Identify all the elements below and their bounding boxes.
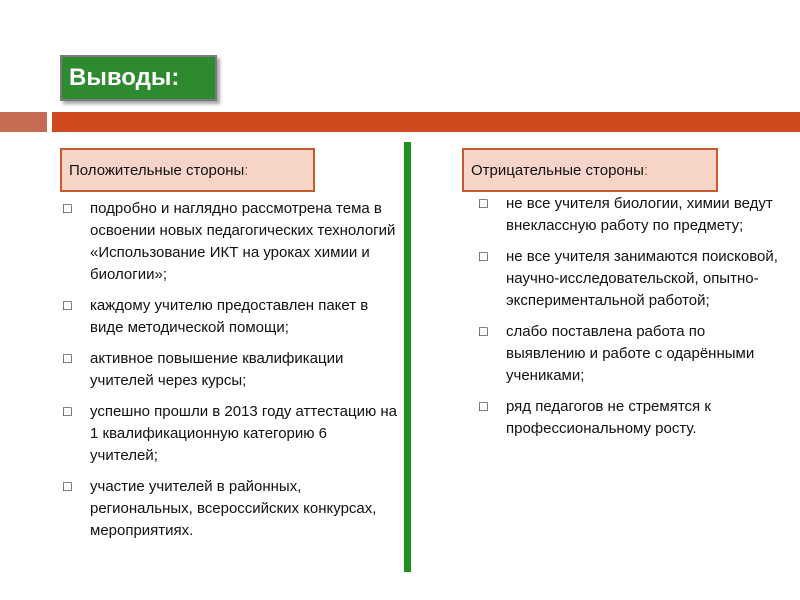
list-item-text: каждому учителю предоставлен пакет в виде методической помощи; xyxy=(90,297,369,336)
list-item xyxy=(62,401,397,467)
checkbox-bullet-icon: ☐ xyxy=(62,299,73,313)
negative-list xyxy=(478,193,778,449)
list-item-text: ряд педагогов не стремятся к профессиональному росту. xyxy=(506,398,711,437)
list-item xyxy=(62,476,397,542)
positive-header-label: Положительные стороны xyxy=(69,161,245,179)
list-item xyxy=(62,198,397,286)
checkbox-bullet-icon: ☐ xyxy=(478,325,489,339)
checkbox-bullet-icon: ☐ xyxy=(62,352,73,366)
list-item xyxy=(62,295,397,339)
list-item-text: не все учителя занимаются поисковой, научно-исследовательской, опытно-экспериментальной работой; xyxy=(506,248,778,309)
list-item-text: слабо поставлена работа по выявлению и работе с одарёнными учениками; xyxy=(506,323,755,384)
accent-bar-left xyxy=(0,112,47,132)
checkbox-bullet-icon: ☐ xyxy=(478,250,489,264)
list-item-text: участие учителей в районных, региональных, всероссийских конкурсах, мероприятиях. xyxy=(90,478,377,539)
accent-bar-right xyxy=(52,112,800,132)
list-item xyxy=(62,348,397,392)
list-item-text: подробно и наглядно рассмотрена тема в освоении новых педагогических технологий «Использование ИКТ на уроках химии и биологии»; xyxy=(90,200,396,283)
column-divider xyxy=(404,142,411,572)
list-item-text: активное повышение квалификации учителей через курсы; xyxy=(90,350,344,389)
positive-header xyxy=(60,148,315,192)
list-item xyxy=(478,246,778,312)
checkbox-bullet-icon: ☐ xyxy=(478,400,489,414)
checkbox-bullet-icon: ☐ xyxy=(62,405,73,419)
checkbox-bullet-icon: ☐ xyxy=(62,202,73,216)
list-item xyxy=(478,321,778,387)
negative-header-colon: : xyxy=(643,161,649,179)
checkbox-bullet-icon: ☐ xyxy=(62,480,73,494)
negative-header xyxy=(462,148,718,192)
checkbox-bullet-icon: ☐ xyxy=(478,197,489,211)
list-item xyxy=(478,193,778,237)
slide-title: Выводы: xyxy=(69,64,180,91)
positive-list xyxy=(62,198,397,551)
title-box xyxy=(60,55,217,101)
negative-header-label: Отрицательные стороны xyxy=(471,161,644,179)
positive-header-colon: : xyxy=(244,161,249,179)
list-item-text: успешно прошли в 2013 году аттестацию на 1 квалификационную категорию 6 учителей; xyxy=(90,403,397,464)
list-item-text: не все учителя биологии, химии ведут внеклассную работу по предмету; xyxy=(506,195,773,234)
list-item xyxy=(478,396,778,440)
